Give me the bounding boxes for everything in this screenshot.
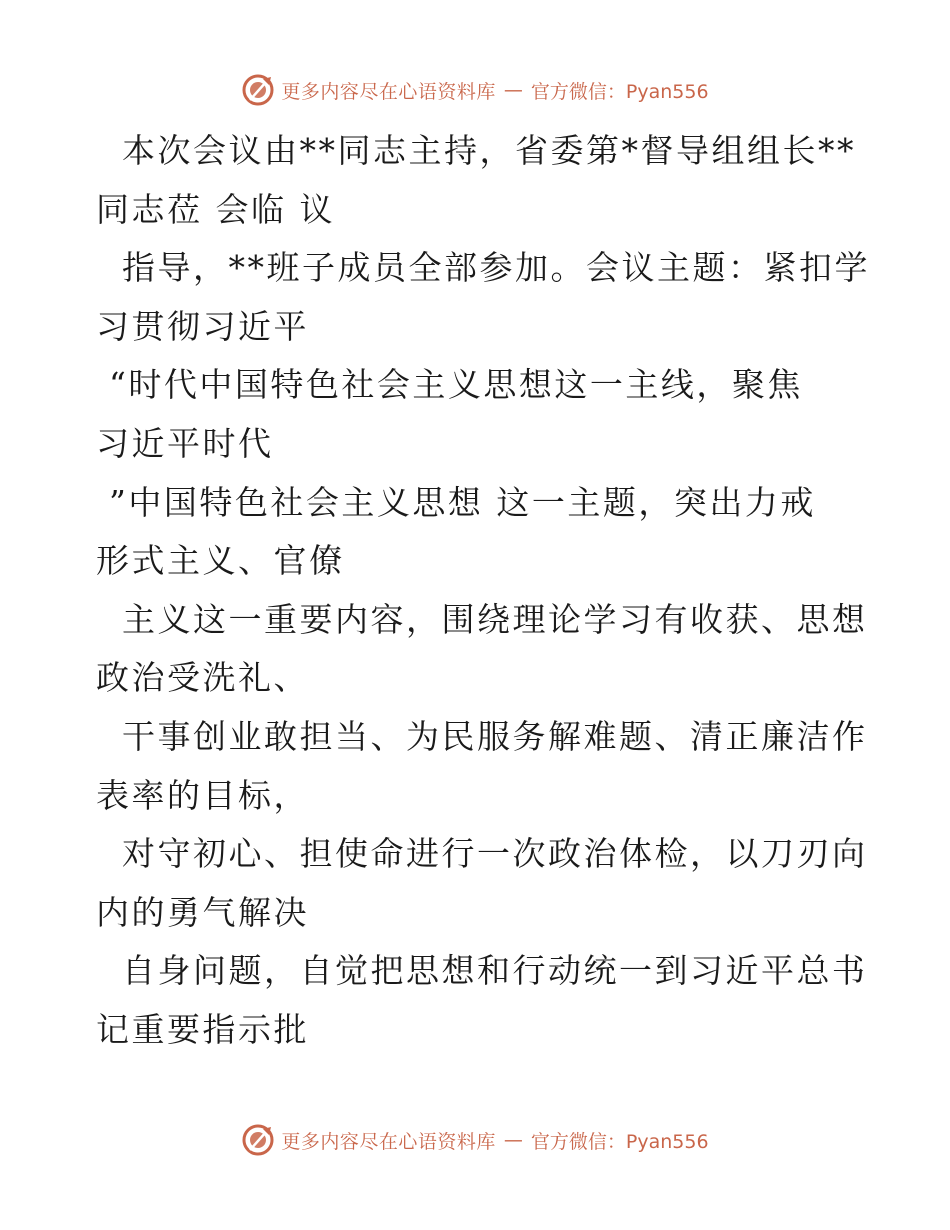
- body-line: “时代中国特色社会主义思想这一主线，聚焦: [96, 365, 803, 405]
- body-line: 干事创业敢担当、为民服务解难题、清正廉洁作: [96, 716, 868, 756]
- body-line: 自身问题，自觉把思想和行动统一到习近平总书: [96, 951, 868, 991]
- banner-wechat: 官方微信：Pyan556: [530, 1130, 709, 1153]
- banner-text: 更多内容尽在心语资料库: [281, 80, 496, 103]
- banner-wechat: 官方微信：Pyan556: [530, 80, 709, 103]
- banner-separator: —: [503, 1129, 523, 1151]
- body-line: 习近平时代: [96, 423, 274, 463]
- body-line: 形式主义、官僚: [96, 541, 345, 581]
- body-line: 指导，**班子成员全部参加。会议主题：紧扣学: [96, 248, 870, 288]
- pen-seal-logo-icon: [241, 73, 275, 107]
- footer-banner: [0, 1120, 950, 1160]
- body-line: 本次会议由**同志主持，省委第*督导组组长**: [96, 131, 856, 170]
- body-line: 同志莅 会临 议: [96, 189, 335, 229]
- body-line: 记重要指示批: [96, 1009, 309, 1049]
- body-line: ”中国特色社会主义思想 这一主题，突出力戒: [96, 482, 816, 522]
- banner-text: 更多内容尽在心语资料库: [281, 1130, 496, 1153]
- body-line: 对守初心、担使命进行一次政治体检，以刀刃向: [96, 834, 868, 874]
- body-line: 表率的目标，: [96, 775, 309, 815]
- body-line: 内的勇气解决: [96, 892, 309, 932]
- body-line: 政治受洗礼、: [96, 658, 309, 698]
- pen-seal-logo-icon: [241, 1123, 275, 1157]
- document-body: [96, 122, 870, 1060]
- header-banner: [0, 70, 950, 110]
- banner-separator: —: [503, 79, 523, 101]
- body-line: 主义这一重要内容，围绕理论学习有收获、思想: [96, 599, 868, 639]
- body-line: 习贯彻习近平: [96, 306, 309, 346]
